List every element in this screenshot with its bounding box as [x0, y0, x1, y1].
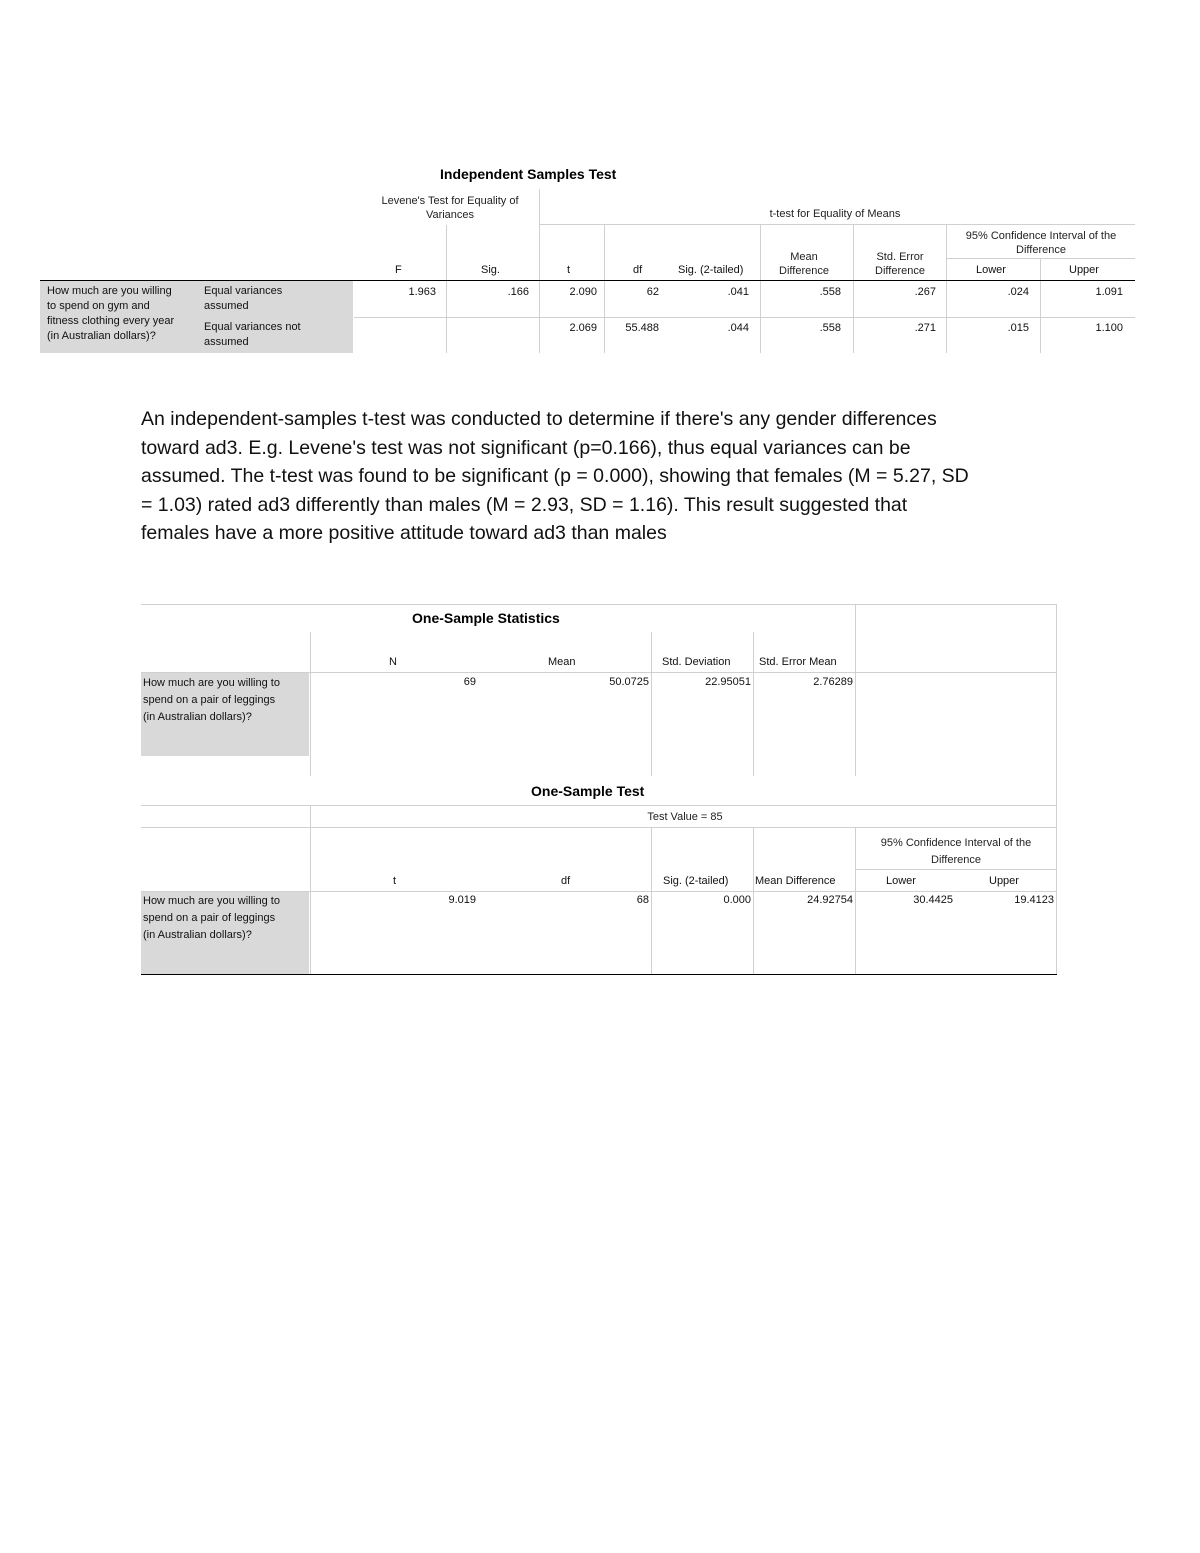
- row2-upper: 1.100: [1095, 322, 1123, 334]
- col-lower: Lower: [976, 264, 1006, 276]
- oss-col-mean: Mean: [548, 656, 576, 668]
- ost-ci-header-line2: Difference: [931, 854, 981, 866]
- grid-line: [946, 258, 1135, 259]
- row1-t: 2.090: [569, 286, 597, 298]
- ist-ci-header-line1: 95% Confidence Interval of the: [965, 230, 1117, 242]
- grid-line: [354, 317, 1135, 318]
- ost-t-value: 9.019: [448, 894, 476, 906]
- col-std-error-difference: [855, 250, 945, 278]
- grid-line: [310, 632, 311, 776]
- ist-ci-header: [948, 229, 1134, 257]
- levene-header-line1: Levene's Test for Equality of: [381, 195, 519, 207]
- levene-header: [355, 194, 545, 222]
- col-std-error-difference-line1: Std. Error: [876, 251, 924, 263]
- col-f: F: [395, 264, 402, 276]
- row2-se-diff: .271: [914, 322, 936, 334]
- ost-col-mean-difference: Mean Difference: [755, 875, 836, 887]
- ost-col-sig-2-tailed: Sig. (2-tailed): [663, 875, 729, 887]
- paragraph-line: toward ad3. E.g. Levene's test was not significant (p=0.166), thus equal variances can be: [141, 436, 911, 459]
- row2-mean-diff: .558: [819, 322, 841, 334]
- row1-mean-diff: .558: [819, 286, 841, 298]
- ttest-header: t-test for Equality of Means: [769, 208, 901, 220]
- grid-line: [310, 805, 311, 975]
- grid-line: [141, 827, 1057, 828]
- ost-row-label: [143, 893, 280, 944]
- col-std-error-difference-line2: Difference: [875, 265, 925, 277]
- row1-lower: .024: [1007, 286, 1029, 298]
- oss-mean-value: 50.0725: [609, 676, 649, 688]
- equal-variances-assumed-line1: Equal variances: [204, 285, 283, 297]
- oss-std-deviation-value: 22.95051: [705, 676, 751, 688]
- ost-row-label-line1: How much are you willing to: [143, 895, 280, 907]
- ost-lower-value: 30.4425: [913, 894, 953, 906]
- equal-variances-not-assumed-line1: Equal variances not: [204, 321, 301, 333]
- equal-variances-assumed-line2: assumed: [204, 300, 249, 312]
- ost-row-label-line2: spend on a pair of leggings: [143, 912, 276, 924]
- row1-sig: .166: [507, 286, 529, 298]
- row2-t: 2.069: [569, 322, 597, 334]
- ost-row-label-line3: (in Australian dollars)?: [143, 929, 252, 941]
- ist-row-label-line1: How much are you willing: [47, 285, 172, 297]
- results-paragraph: [141, 405, 1076, 548]
- ost-mean-difference-value: 24.92754: [807, 894, 853, 906]
- one-sample-test-title: One-Sample Test: [531, 783, 645, 799]
- ist-row-label-line2: to spend on gym and: [47, 300, 150, 312]
- ost-col-t: t: [393, 875, 397, 887]
- paragraph-line: = 1.03) rated ad3 differently than males (M = 2.93, SD = 1.16). This result suggested that: [141, 493, 908, 516]
- row1-sig-2-tailed: .041: [727, 286, 749, 298]
- col-mean-difference: [761, 250, 847, 278]
- row1-f: 1.963: [408, 286, 436, 298]
- col-mean-difference-line1: Mean: [790, 251, 818, 263]
- ost-col-df: df: [561, 875, 571, 887]
- grid-line: [540, 224, 1135, 225]
- oss-col-std-error-mean: Std. Error Mean: [759, 656, 837, 668]
- paragraph-line: assumed. The t-test was found to be significant (p = 0.000), showing that females (M = 5.27, SD: [141, 465, 969, 488]
- equal-variances-assumed-label: [204, 284, 282, 314]
- levene-header-line2: Variances: [425, 209, 475, 221]
- row1-se-diff: .267: [914, 286, 936, 298]
- paragraph-line: An independent-samples t-test was conducted to determine if there's any gender differences: [141, 408, 937, 430]
- grid-line: [856, 869, 1057, 870]
- ost-sig-value: 0.000: [723, 894, 751, 906]
- grid-line: [1040, 258, 1041, 353]
- ist-row-label-line4: (in Australian dollars)?: [47, 330, 156, 342]
- grid-line: [141, 805, 1057, 806]
- col-df: df: [633, 264, 643, 276]
- row1-df: 62: [646, 286, 659, 298]
- oss-row-label-line1: How much are you willing to: [143, 677, 280, 689]
- ist-row-label-line3: fitness clothing every year: [47, 315, 175, 327]
- equal-variances-not-assumed-label: [204, 320, 301, 350]
- ist-row-label: [47, 284, 174, 344]
- oss-col-std-deviation: Std. Deviation: [662, 656, 731, 668]
- test-value-header: Test Value = 85: [647, 811, 723, 823]
- col-sig: Sig.: [481, 264, 500, 276]
- ost-ci-header: [856, 835, 1056, 869]
- grid-line: [753, 632, 754, 776]
- col-mean-difference-line2: Difference: [779, 265, 829, 277]
- grid-line: [1056, 604, 1057, 975]
- independent-samples-test-title: Independent Samples Test: [440, 166, 617, 182]
- ost-col-lower: Lower: [886, 875, 916, 887]
- grid-line: [651, 632, 652, 776]
- paragraph-line: females have a more positive attitude toward ad3 than males: [141, 522, 667, 545]
- col-sig-2-tailed: Sig. (2-tailed): [678, 264, 744, 276]
- ost-upper-value: 19.4123: [1014, 894, 1054, 906]
- row1-upper: 1.091: [1095, 286, 1123, 298]
- col-t: t: [567, 264, 571, 276]
- table-bottom-rule: [141, 974, 1057, 975]
- row2-sig-2-tailed: .044: [727, 322, 749, 334]
- ost-ci-header-line1: 95% Confidence Interval of the: [880, 837, 1032, 849]
- col-upper: Upper: [1069, 264, 1099, 276]
- equal-variances-not-assumed-line2: assumed: [204, 336, 249, 348]
- ost-col-upper: Upper: [989, 875, 1019, 887]
- grid-line: [141, 604, 1057, 605]
- one-sample-statistics-title: One-Sample Statistics: [412, 610, 560, 626]
- ost-df-value: 68: [636, 894, 649, 906]
- oss-col-n: N: [389, 656, 397, 668]
- ist-ci-header-line2: Difference: [1016, 244, 1066, 256]
- oss-row-label-line2: spend on a pair of leggings: [143, 694, 276, 706]
- grid-line: [855, 604, 856, 776]
- oss-std-error-mean-value: 2.76289: [813, 676, 853, 688]
- oss-row-label: [143, 675, 280, 726]
- row2-lower: .015: [1007, 322, 1029, 334]
- row2-df: 55.488: [625, 322, 659, 334]
- oss-row-label-line3: (in Australian dollars)?: [143, 711, 252, 723]
- oss-n-value: 69: [463, 676, 476, 688]
